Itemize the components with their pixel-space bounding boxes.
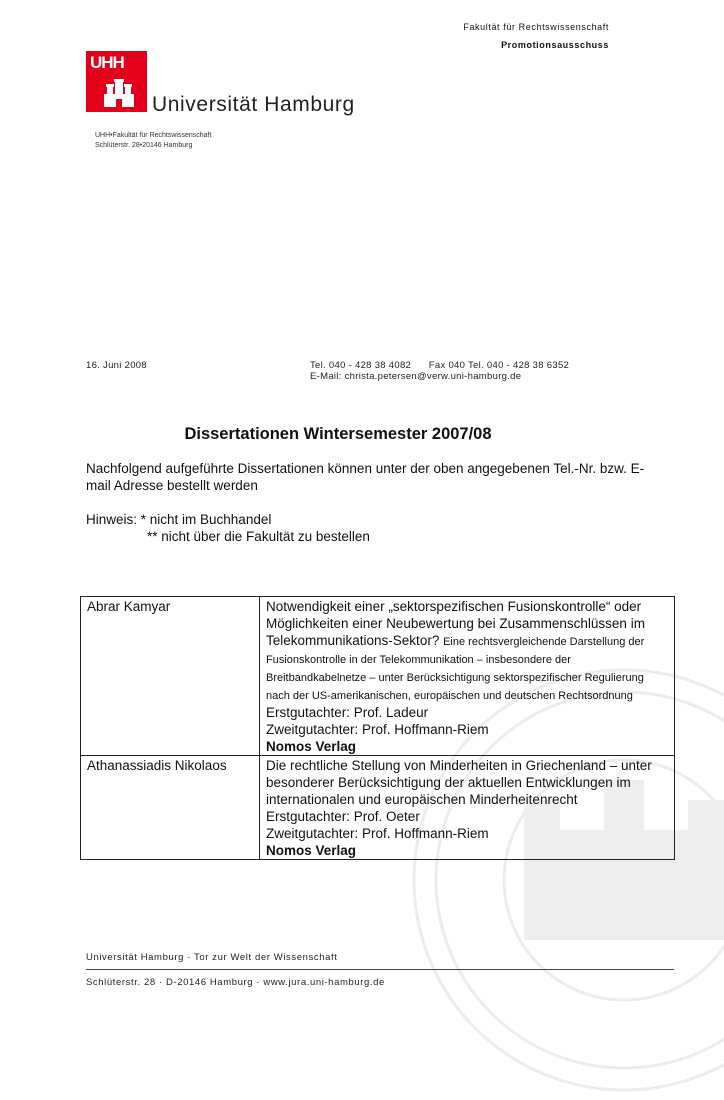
document-title [0, 425, 724, 444]
second-reviewer: Zweitgutachter: Prof. Hoffmann-Riem [266, 826, 489, 841]
sender-line-1: UHH•Fakultät für Rechtswissenschaft [95, 132, 212, 139]
letter-date: 16. Juni 2008 [86, 360, 147, 371]
footer-address: Schlüterstr. 28 · D-20146 Hamburg · www.jura.uni-hamburg.de [86, 977, 385, 988]
sender-address [95, 131, 211, 151]
publisher: Nomos Verlag [266, 739, 357, 754]
logo-abbreviation: UHH [90, 53, 124, 72]
dissertation-title: Notwendigkeit einer „sektorspezifischen Fusionskontrolle“ oder Möglichkeiten einer Neubewertung bei Zusammenschlüssen im Telekommunikations-Sektor? [266, 599, 645, 648]
document-title-text: Dissertationen Wintersemester 2007/08 [184, 425, 492, 443]
note-line-1: Hinweis: * nicht im Buchhandel [86, 512, 272, 527]
second-reviewer: Zweitgutachter: Prof. Hoffmann-Riem [266, 722, 489, 737]
castle-icon [104, 79, 134, 107]
faculty-name: Fakultät für Rechtswissenschaft [463, 22, 609, 32]
footer-tagline: Universität Hamburg · Tor zur Welt der Wissenschaft [86, 952, 338, 963]
author-cell: Athanassiadis Nikolaos [81, 756, 260, 860]
first-reviewer: Erstgutachter: Prof. Ladeur [266, 705, 429, 720]
contact-phone-fax: Tel. 040 - 428 38 4082 Fax 040 Tel. 040 - 428 38 6352 [310, 360, 570, 371]
university-name: Universität Hamburg [152, 93, 355, 116]
dissertation-title: Die rechtliche Stellung von Minderheiten in Griechenland – unter besonderer Berücksichtigung der aktuellen Entwicklungen im internationalen und europäischen Minderheitenrecht [266, 758, 652, 807]
publisher: Nomos Verlag [266, 843, 357, 858]
intro-paragraph: Nachfolgend aufgeführte Dissertationen können unter der oben angegebenen Tel.-Nr. bzw. E-mail Adresse bestellt werden [86, 461, 645, 493]
details-cell [260, 597, 675, 756]
dissertation-table [80, 596, 675, 860]
contact-email: E-Mail: christa.petersen@verw.uni-hamburg.de [310, 371, 522, 382]
dissertation-subtitle: Eine rechtsvergleichende Darstellung der Fusionskontrolle in der Telekommunikation – insbesondere der Breitbandkabelnetze – unter Berücksichtigung sektorspezifischer Regulierung nach der US-amerikanischen, europäischen und deutschen Rechtsordnung [266, 636, 645, 702]
table-row [81, 597, 675, 756]
first-reviewer: Erstgutachter: Prof. Oeter [266, 809, 420, 824]
author-cell: Abrar Kamyar [81, 597, 260, 756]
footer-divider [86, 969, 674, 970]
committee-name: Promotionsausschuss [501, 40, 609, 50]
table-row [81, 756, 675, 860]
sender-line-2: Schlüterstr. 28•20146 Hamburg [95, 142, 193, 149]
details-cell [260, 756, 675, 860]
note-line-2: ** nicht über die Fakultät zu bestellen [147, 529, 370, 544]
